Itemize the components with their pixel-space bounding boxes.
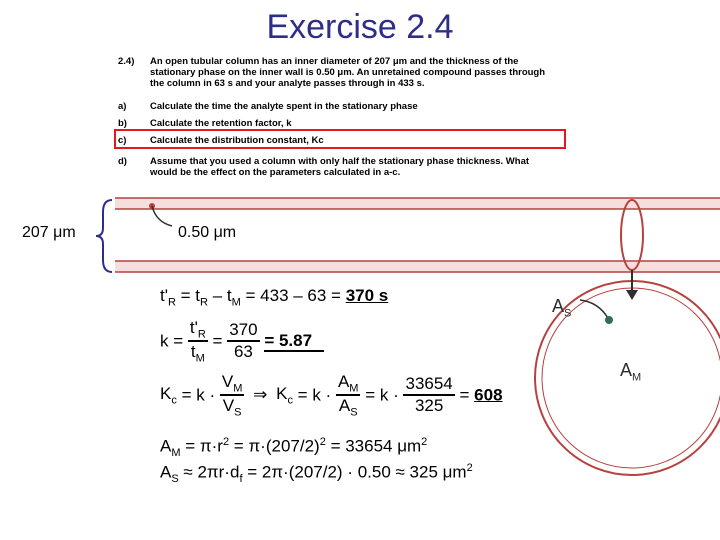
am-label: $A_M$	[620, 360, 642, 384]
as-equation: $A_S \approx 2\pi r\cdot d_f = 2\pi\cdot(207/2) \cdot 0.50 \approx 325$ $\mu m^2$	[160, 462, 473, 486]
as-pointer	[580, 300, 608, 318]
part-c-text: Calculate the distribution constant, Kc	[150, 135, 324, 146]
tr-prime-equation: $t'_R = t_R - t_M = 433 - 63 = 370$ s	[160, 286, 389, 309]
zoom-arrow-head	[626, 290, 638, 300]
part-d-text: Assume that you used a column with only half the stationary phase thickness. What would be the effect on the parameters calculated in a-c.	[150, 156, 530, 178]
part-a-text: Calculate the time the analyte spent in the stationary phase	[150, 101, 418, 112]
question-intro: An open tubular column has an inner diameter of 207 μm and the thickness of the stationary phase on the inner wall is 0.50 μm. An unretained compound passes through the column in 63 s and your analyte passes through in 433 s.	[150, 56, 546, 89]
part-b-text: Calculate the retention factor, k	[150, 118, 292, 129]
tube-wall-top	[115, 198, 720, 209]
part-d-label: d)	[118, 156, 127, 167]
am-equation: $A_M = \pi\cdot r^2 = \pi\cdot(207/2)^2 = 33654$ $\mu m^2$	[160, 436, 428, 460]
as-dot	[605, 316, 613, 324]
diameter-label: 207 μm	[22, 224, 76, 241]
cross-section-ellipse	[621, 200, 643, 270]
thickness-label: 0.50 μm	[178, 224, 237, 241]
tube-wall-bottom	[115, 261, 720, 272]
as-label: $A_S$	[552, 296, 572, 320]
diameter-brace	[96, 200, 112, 272]
page-title: Exercise 2.4	[266, 8, 454, 46]
k-equation: k = $\frac{t'_R}{t_M}$ = $\frac{370}{63}$ = 5.87	[160, 318, 324, 365]
question-number: 2.4)	[118, 56, 135, 67]
part-a-label: a)	[118, 101, 127, 112]
kc-equation: $K_c = k$ · $\frac{V_M}{V_S}$ ⇒ $K_c = k$ · $\frac{A_M}{A_S}$ = k · $\frac{33654}{325}$ = 608	[160, 372, 503, 419]
part-c-label: c)	[118, 135, 127, 146]
part-b-label: b)	[118, 118, 127, 129]
